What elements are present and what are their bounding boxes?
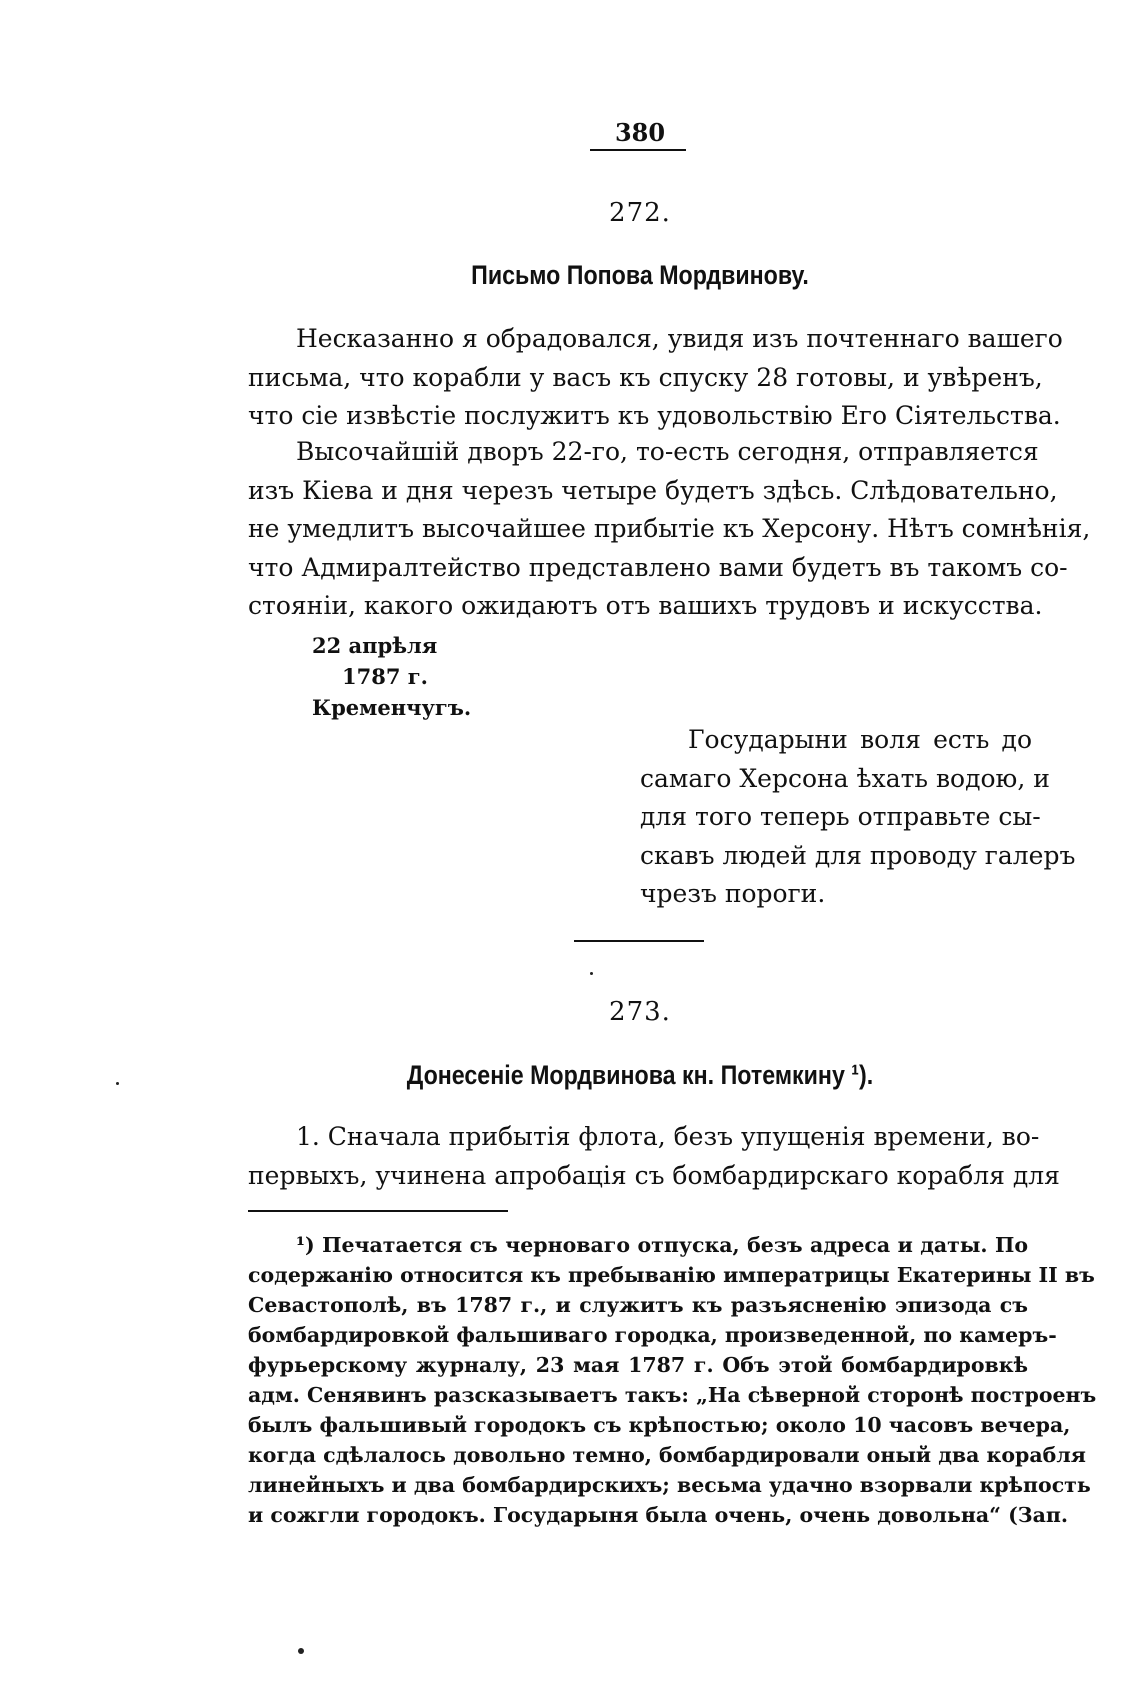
doc-272-number: 272. <box>609 198 671 228</box>
footnote-line: Севастополѣ, въ 1787 г., и служитъ къ разъясненію эпизода съ <box>248 1293 1028 1317</box>
place-line: Кременчугъ. <box>312 695 472 720</box>
footnote <box>248 1230 1097 1530</box>
date-line: 22 апрѣля <box>312 633 438 658</box>
footnote-line: когда сдѣлалось довольно темно, бомбардировали оный два корабля <box>248 1443 1086 1467</box>
page-number-rule <box>590 149 686 151</box>
year-line: 1787 г. <box>342 664 428 689</box>
note-line: чрезъ пороги. <box>640 879 826 908</box>
text-line: не умедлитъ высочайшее прибытіе къ Херсону. Нѣтъ сомнѣнія, <box>248 514 1091 543</box>
doc-272-paragraph-1 <box>248 320 1063 436</box>
note-line: для того теперь отправьте сы- <box>640 802 1041 831</box>
text-line: первыхъ, учинена апробація съ бомбардирскаго корабля для <box>248 1160 1060 1190</box>
doc-272-marginal-note <box>640 721 1076 914</box>
text-line: 1. Сначала прибытія флота, безъ упущенія времени, во- <box>296 1122 1040 1151</box>
footnote-line: бомбардировкой фальшиваго городка, произведенной, по камеръ- <box>248 1323 1057 1347</box>
text-line: Несказанно я обрадовался, увидя изъ почтеннаго вашего <box>296 324 1063 353</box>
doc-272-title: Письмо Попова Мордвинову. <box>471 260 809 290</box>
footnote-line: фурьерскому журналу, 23 мая 1787 г. Объ этой бомбардировкѣ <box>248 1353 1028 1377</box>
note-line: скавъ людей для проводу галеръ <box>640 840 1076 870</box>
text-line: Высочайшій дворъ 22-го, то-есть сегодня, отправляется <box>296 437 1039 466</box>
doc-273-paragraph-1 <box>248 1118 1060 1195</box>
footnote-rule <box>248 1210 508 1212</box>
text-line: изъ Кіева и дня черезъ четыре будетъ здѣсь. Слѣдовательно, <box>248 475 1058 505</box>
doc-273-title: Донесеніе Мордвинова кн. Потемкину ¹). <box>406 1060 874 1090</box>
footnote-line: былъ фальшивый городокъ съ крѣпостью; около 10 часовъ вечера, <box>248 1413 1071 1437</box>
footnote-line: линейныхъ и два бомбардирскихъ; весьма удачно взорвали крѣпость <box>248 1473 1091 1497</box>
footnote-line: содержанію относится къ пребыванію императрицы Екатерины II въ <box>248 1263 1095 1287</box>
note-line: самаго Херсона ѣхать водою, и <box>640 763 1050 793</box>
footnote-line: ¹) Печатается съ черноваго отпуска, безъ адреса и даты. По <box>296 1233 1028 1257</box>
doc-272-dateline <box>312 630 471 723</box>
scan-speck <box>590 972 593 975</box>
doc-273-number: 273. <box>609 997 671 1027</box>
scan-speck <box>298 1648 304 1654</box>
doc-272-paragraph-2 <box>248 433 1091 626</box>
text-line: что Адмиралтейство представлено вами будетъ въ такомъ со- <box>248 552 1068 582</box>
page-number: 380 <box>614 118 666 147</box>
section-separator <box>574 940 704 942</box>
note-line: Государыни воля есть до <box>688 725 1032 754</box>
footnote-line: адм. Сенявинъ разсказываетъ такъ: „На сѣверной сторонѣ построенъ <box>248 1383 1097 1407</box>
text-line: стояніи, какого ожидаютъ отъ вашихъ трудовъ и искусства. <box>248 591 1043 620</box>
scan-speck <box>116 1082 119 1085</box>
text-line: что сіе извѣстіе послужитъ къ удовольствію Его Сіятельства. <box>248 401 1061 430</box>
text-line: письма, что корабли у васъ къ спуску 28 готовы, и увѣренъ, <box>248 362 1043 392</box>
footnote-line: и сожгли городокъ. Государыня была очень, очень довольна“ (Зап. <box>248 1503 1069 1527</box>
